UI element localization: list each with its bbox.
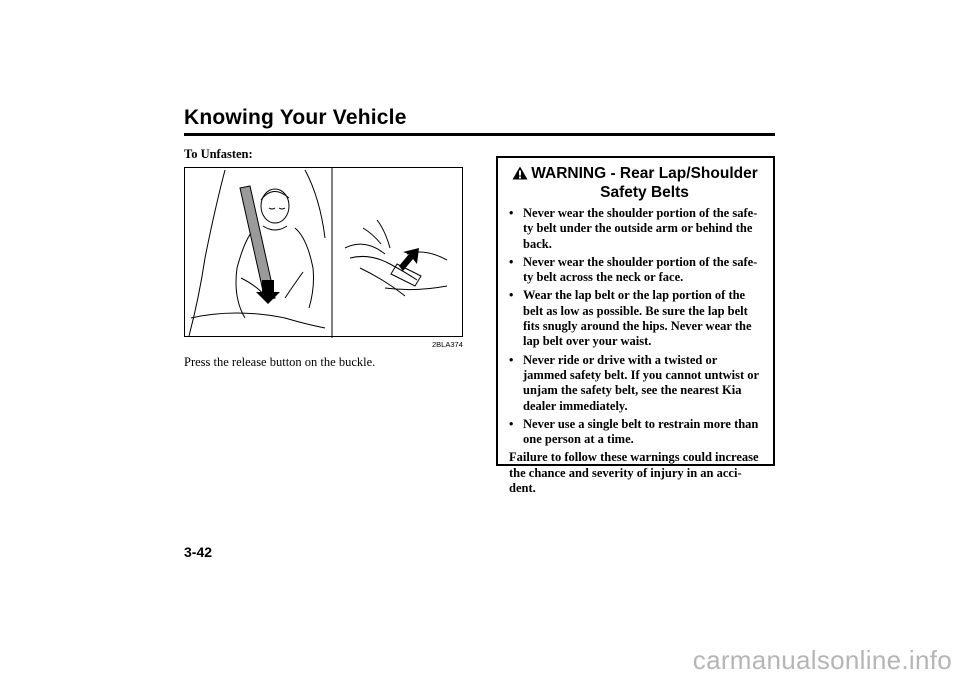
- warning-bullet-text: Never wear the shoulder portion of the safe-ty belt across the neck or face.: [523, 254, 758, 285]
- warning-title: [509, 164, 761, 202]
- seat-belt-illustration-drawing: [185, 168, 464, 338]
- page-number: 3-42: [184, 544, 213, 560]
- warning-list-item: • Never wear the shoulder portion of the safe-ty belt across the neck or face.: [509, 254, 758, 285]
- body-text: Press the release button on the buckle.: [184, 355, 376, 369]
- warning-list-item: • Wear the lap belt or the lap portion of the belt as low as possible. Be sure the lap belt fits snugly around the hips. Never wear the lap belt over your waist.: [509, 288, 752, 349]
- watermark: carmanualsonline.info: [692, 645, 952, 675]
- page-header-title: Knowing Your Vehicle: [184, 106, 407, 129]
- figure-code: 2BLA374: [432, 340, 463, 349]
- seat-belt-release-illustration: [184, 167, 463, 337]
- warning-list: [509, 206, 761, 447]
- warning-list-item: • Never use a single belt to restrain more than one person at a time.: [509, 416, 759, 447]
- section-heading: To Unfasten:: [184, 147, 253, 161]
- header-rule: [184, 133, 775, 136]
- warning-list-item: • Never wear the shoulder portion of the safe-ty belt under the outside arm or behind the back.: [509, 206, 758, 251]
- warning-title-line2: Safety Belts: [600, 184, 689, 201]
- warning-bullet-text: Wear the lap belt or the lap portion of the belt as low as possible. Be sure the lap belt fits snugly around the hips. Never wear the lap belt over your waist.: [523, 288, 752, 349]
- warning-bullet-text: Never use a single belt to restrain more than one person at a time.: [523, 416, 759, 447]
- warning-box: [496, 156, 775, 496]
- warning-footer: Failure to follow these warnings could increase the chance and severity of injury in an acci-dent.: [509, 450, 759, 496]
- warning-title-line1: WARNING - Rear Lap/Shoulder: [531, 165, 758, 182]
- warning-triangle-icon: [512, 166, 528, 180]
- warning-bullet-text: Never wear the shoulder portion of the safe-ty belt under the outside arm or behind the back.: [523, 206, 758, 251]
- warning-bullet-text: Never ride or drive with a twisted or jammed safety belt. If you cannot untwist or unjam the safety belt, see the nearest Kia dealer immediately.: [523, 352, 759, 413]
- warning-list-item: • Never ride or drive with a twisted or jammed safety belt. If you cannot untwist or unjam the safety belt, see the nearest Kia dealer immediately.: [509, 352, 759, 413]
